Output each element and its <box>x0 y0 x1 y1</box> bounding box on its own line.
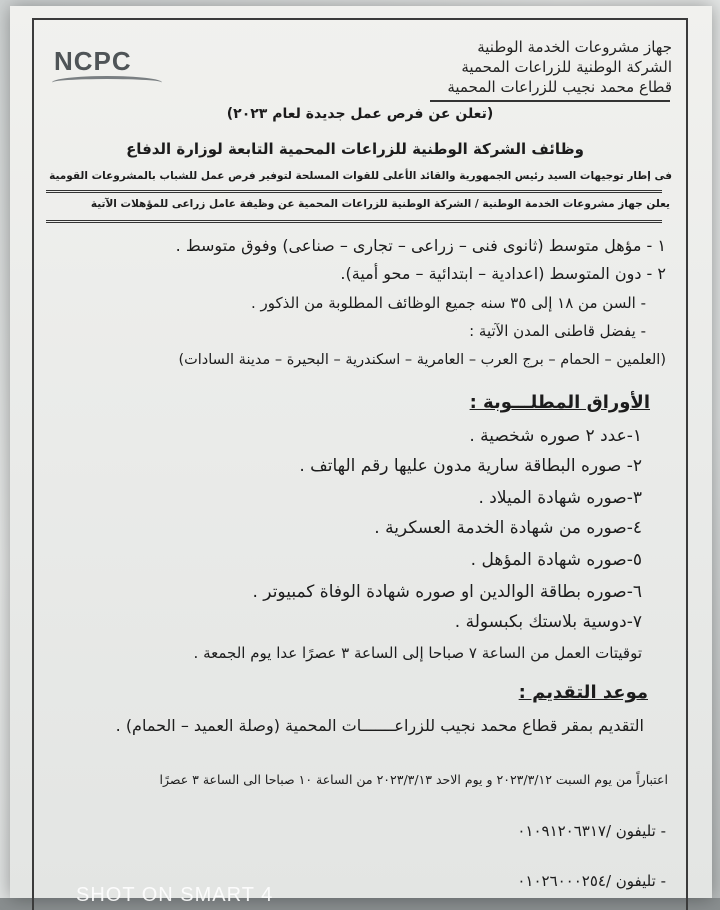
intro-line-1: فى إطار توجيهات السيد رئيس الجمهورية والقائد الأعلى للقوات المسلحة لتوفير فرص عمل للشباب بالمشروعات القومية <box>49 170 672 182</box>
document-item-6: ٦-صوره بطاقة الوالدين او صوره شهادة الوفاة كمبيوتر . <box>252 582 642 602</box>
intro-divider-top <box>46 190 662 193</box>
document-item-1: ١-عدد ٢ صوره شخصية . <box>469 426 642 446</box>
org-line-3: قطاع محمد نجيب للزراعات المحمية <box>447 78 672 96</box>
cities-list: (العلمين – الحمام – برج العرب – العامرية – اسكندرية – البحيرة – مدينة السادات) <box>178 352 666 368</box>
announcement-subtitle: وظائف الشركة الوطنية للزراعات المحمية التابعة لوزارة الدفاع <box>126 140 584 158</box>
intro-line-2: يعلن جهاز مشروعات الخدمة الوطنية / الشركة الوطنية للزراعات المحمية عن وظيفة عامل زراعى للمؤهلات الآتية <box>90 198 670 210</box>
camera-watermark: SHOT ON SMART 4 <box>76 884 274 906</box>
logo-swoosh-icon <box>52 76 162 89</box>
phone-1: - تليفون /٠١٠٩١٢٠٦٣١٧ <box>517 822 666 840</box>
document-item-5: ٥-صوره شهادة المؤهل . <box>470 550 642 570</box>
application-dates: اعتباراً من يوم السبت ٢٠٢٣/٣/١٢ و يوم الاحد ٢٠٢٣/٣/١٣ من الساعة ١٠ صباحا الى الساعة ٣ عصرًا <box>159 772 668 787</box>
age-requirement: - السن من ١٨ إلى ٣٥ سنه جميع الوظائف المطلوبة من الذكور . <box>250 294 646 312</box>
document-item-3: ٣-صوره شهادة الميلاد . <box>478 488 642 508</box>
document-item-2: ٢- صوره البطاقة سارية مدون عليها رقم الهاتف . <box>299 456 642 476</box>
intro-divider-bottom <box>46 220 662 223</box>
ncpc-logo: NCPC <box>54 46 132 76</box>
application-place: التقديم بمقر قطاع محمد نجيب للزراعـــــــات المحمية (وصلة العميد – الحمام) . <box>115 716 644 735</box>
announcement-title: (تعلن عن فرص عمل جديدة لعام ٢٠٢٣) <box>226 106 494 122</box>
document-item-4: ٤-صوره من شهادة الخدمة العسكرية . <box>374 518 642 538</box>
header-underline <box>430 100 670 102</box>
qualification-2: ٢ - دون المتوسط (اعدادية – ابتدائية – محو أمية). <box>340 264 666 283</box>
document-item-7: ٧-دوسية بلاستك بكبسولة . <box>454 612 642 632</box>
qualification-1: ١ - مؤهل متوسط (ثانوى فنى – زراعى – تجارى – صناعى) وفوق متوسط . <box>175 236 666 255</box>
documents-heading: الأوراق المطلـــوبة : <box>469 392 650 413</box>
org-line-2: الشركة الوطنية للزراعات المحمية <box>461 58 672 76</box>
application-heading: موعد التقديم : <box>518 682 648 703</box>
working-hours: توقيتات العمل من الساعة ٧ صباحا إلى الساعة ٣ عصرًا عدا يوم الجمعة . <box>193 644 642 662</box>
org-line-1: جهاز مشروعات الخدمة الوطنية <box>477 38 672 56</box>
residence-preference: - يفضل قاطنى المدن الآتية : <box>469 322 646 340</box>
phone-2: - تليفون /٠١٠٢٦٠٠٠٢٥٤ <box>517 872 666 890</box>
